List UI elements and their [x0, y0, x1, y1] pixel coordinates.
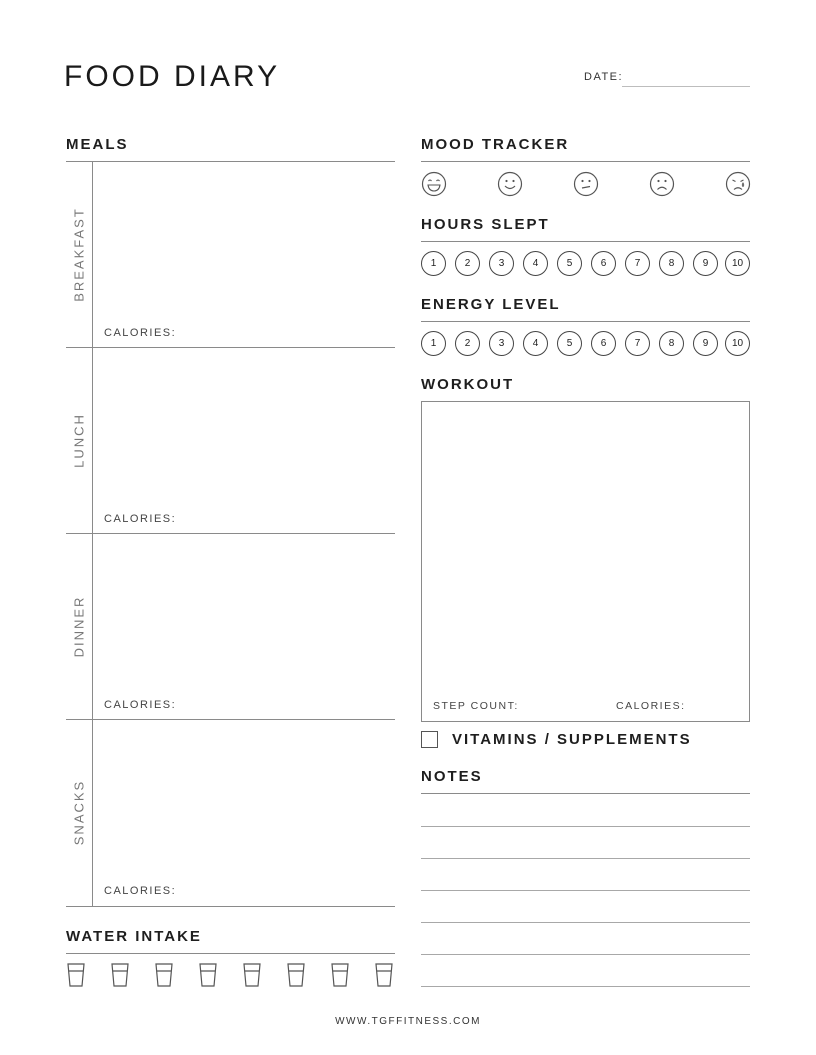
date-field[interactable] — [622, 86, 750, 87]
water-rule — [66, 953, 395, 954]
energy-level-scale — [421, 331, 751, 357]
notes-line — [421, 793, 750, 794]
frowning-face-icon[interactable] — [649, 171, 675, 197]
mood-rule — [421, 161, 750, 162]
cup-icon[interactable] — [374, 962, 394, 988]
confused-face-icon[interactable] — [573, 171, 599, 197]
cup-icon[interactable] — [242, 962, 262, 988]
cup-icon[interactable] — [198, 962, 218, 988]
meal-label-snacks: SNACKS — [71, 779, 87, 846]
energy-level-option[interactable]: 1 — [421, 331, 446, 356]
date-label: DATE: — [584, 71, 624, 83]
cup-icon[interactable] — [154, 962, 174, 988]
energy-level-option[interactable]: 6 — [591, 331, 616, 356]
energy-level-option[interactable]: 5 — [557, 331, 582, 356]
smiling-face-icon[interactable] — [497, 171, 523, 197]
hours-slept-scale — [421, 251, 751, 277]
energy-level-option[interactable]: 9 — [693, 331, 718, 356]
hours-slept-option[interactable]: 1 — [421, 251, 446, 276]
crying-face-icon[interactable] — [725, 171, 751, 197]
energy-level-option[interactable]: 3 — [489, 331, 514, 356]
meal-label-dinner: DINNER — [71, 595, 87, 658]
hours-slept-rule — [421, 241, 750, 242]
laughing-face-icon[interactable] — [421, 171, 447, 197]
meal-label-lunch: LUNCH — [71, 413, 87, 468]
workout-box[interactable] — [421, 401, 750, 722]
step-count-label: STEP COUNT: — [433, 700, 519, 712]
snacks-rule — [66, 906, 395, 907]
breakfast-rule — [66, 347, 395, 348]
notes-line — [421, 858, 750, 859]
vitamins-label: VITAMINS / SUPPLEMENTS — [452, 731, 692, 748]
notes-line — [421, 922, 750, 923]
mood-row — [421, 171, 751, 197]
cup-icon[interactable] — [286, 962, 306, 988]
energy-level-option[interactable]: 10 — [725, 331, 750, 356]
hours-slept-option[interactable]: 6 — [591, 251, 616, 276]
mood-tracker-title: MOOD TRACKER — [421, 136, 570, 153]
meals-top-rule — [66, 161, 395, 162]
lunch-rule — [66, 533, 395, 534]
notes-line — [421, 890, 750, 891]
footer-url: WWW.TGFFITNESS.COM — [335, 1016, 481, 1027]
hours-slept-option[interactable]: 9 — [693, 251, 718, 276]
breakfast-calories-label: CALORIES: — [104, 327, 177, 339]
hours-slept-option[interactable]: 3 — [489, 251, 514, 276]
energy-level-option[interactable]: 8 — [659, 331, 684, 356]
hours-slept-option[interactable]: 2 — [455, 251, 480, 276]
energy-level-rule — [421, 321, 750, 322]
dinner-rule — [66, 719, 395, 720]
cup-icon[interactable] — [110, 962, 130, 988]
energy-level-option[interactable]: 7 — [625, 331, 650, 356]
hours-slept-option[interactable]: 8 — [659, 251, 684, 276]
notes-title: NOTES — [421, 768, 483, 785]
lunch-calories-label: CALORIES: — [104, 513, 177, 525]
hours-slept-option[interactable]: 10 — [725, 251, 750, 276]
snacks-calories-label: CALORIES: — [104, 885, 177, 897]
page-title: FOOD DIARY — [64, 60, 281, 93]
workout-calories-label: CALORIES: — [616, 700, 686, 712]
hours-slept-option[interactable]: 5 — [557, 251, 582, 276]
dinner-calories-label: CALORIES: — [104, 699, 177, 711]
hours-slept-title: HOURS SLEPT — [421, 216, 550, 233]
hours-slept-option[interactable]: 7 — [625, 251, 650, 276]
notes-line — [421, 954, 750, 955]
workout-title: WORKOUT — [421, 376, 515, 393]
notes-line — [421, 826, 750, 827]
meal-label-breakfast: BREAKFAST — [71, 207, 87, 302]
cup-icon[interactable] — [330, 962, 350, 988]
energy-level-option[interactable]: 2 — [455, 331, 480, 356]
water-intake-title: WATER INTAKE — [66, 928, 202, 945]
meals-title: MEALS — [66, 136, 129, 153]
hours-slept-option[interactable]: 4 — [523, 251, 548, 276]
vitamins-checkbox[interactable] — [421, 731, 438, 748]
cup-icon[interactable] — [66, 962, 86, 988]
energy-level-title: ENERGY LEVEL — [421, 296, 561, 313]
energy-level-option[interactable]: 4 — [523, 331, 548, 356]
notes-line — [421, 986, 750, 987]
